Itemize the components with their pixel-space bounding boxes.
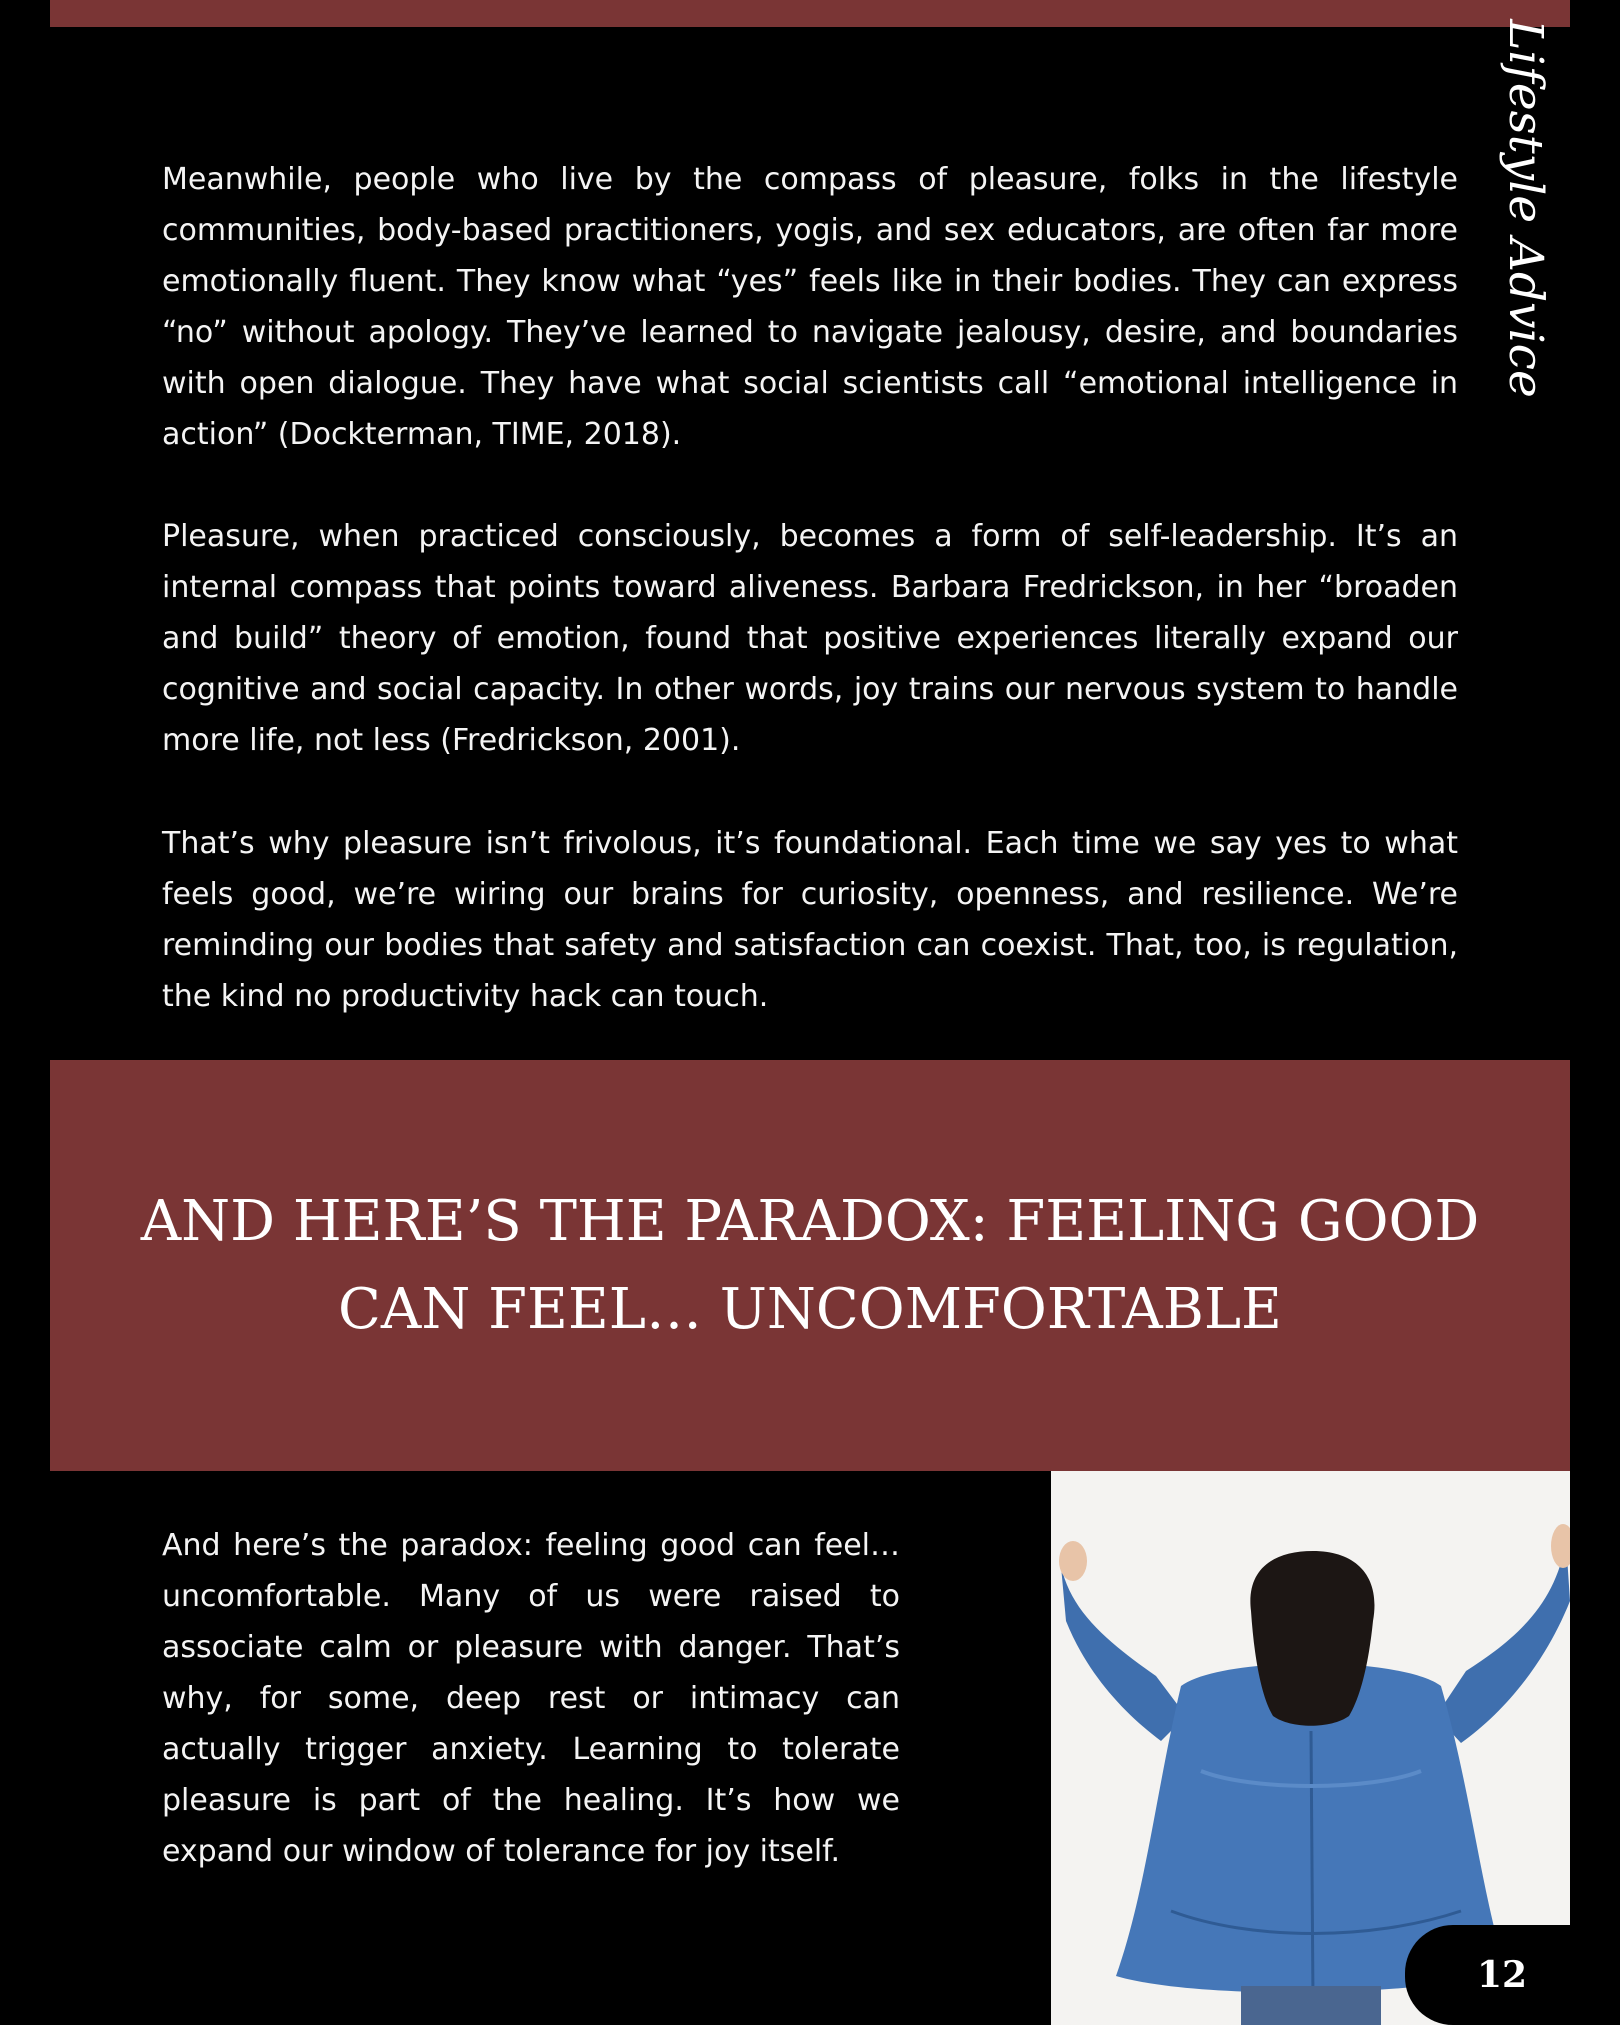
pull-quote-banner <box>50 1060 1570 1471</box>
page-number: 12 <box>1477 1954 1528 1996</box>
body-paragraph-4: And here’s the paradox: feeling good can feel… uncomfortable. Many of us were raised to associate calm or pleasure with danger. That’s why, for some, deep rest or intimacy can actually trigger anxiety. Learning to tolerate pleasure is part of the healing. It’s how we expand our window of tolerance for joy itself. <box>162 1528 900 1869</box>
section-label <box>1497 18 1553 398</box>
section-label-text: Lifestyle Advice <box>1497 18 1553 398</box>
body-paragraph-2: Pleasure, when practiced consciously, becomes a form of self-leadership. It’s an internal compass that points toward aliveness. Barbara Fredrickson, in her “broaden and build” theory of emotion, found that positive experiences literally expand our cognitive and social capacity. In other words, joy trains our nervous system to handle more life, not less (Fredrickson, 2001). <box>162 519 1458 758</box>
body-paragraph-1: Meanwhile, people who live by the compass of pleasure, folks in the lifestyle communities, body-based practitioners, yogis, and sex educators, are often far more emotionally fluent. They know what “yes” feels like in their bodies. They can express “no” without apology. They’ve learned to navigate jealousy, desire, and boundaries with open dialogue. They have what social scientists call “emotional intelligence in action” (Dockterman, TIME, 2018). <box>162 162 1458 452</box>
body-paragraph-3: That’s why pleasure isn’t frivolous, it’s foundational. Each time we say yes to what feels good, we’re wiring our brains for curiosity, openness, and resilience. We’re reminding our bodies that safety and satisfaction can coexist. That, too, is regulation, the kind no productivity hack can touch. <box>162 826 1458 1014</box>
page-number-tab <box>1405 1925 1605 2025</box>
top-accent-bar <box>50 0 1570 27</box>
banner-heading: AND HERE’S THE PARADOX: FEELING GOOD CAN FEEL… UNCOMFORTABLE <box>140 1188 1480 1342</box>
